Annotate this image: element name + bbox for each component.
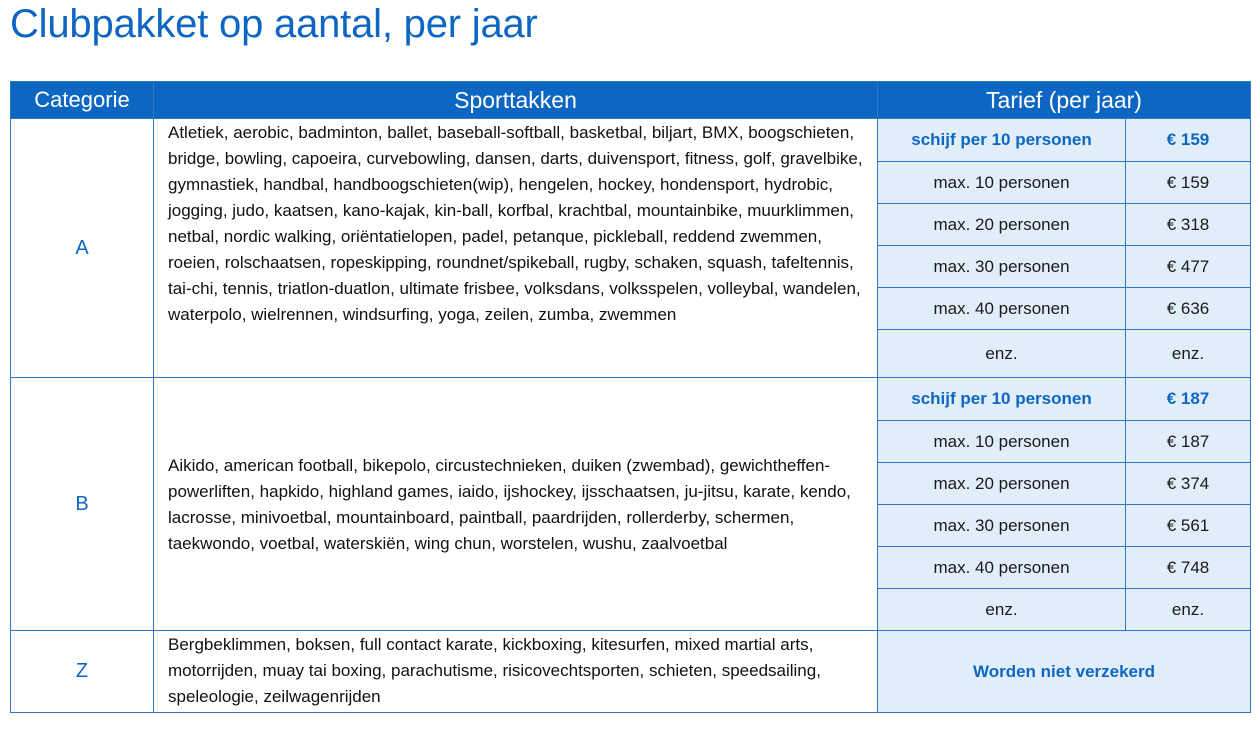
rate-price: € 477	[1126, 246, 1251, 288]
rate-label: enz.	[878, 330, 1126, 378]
rate-label: max. 10 personen	[878, 162, 1126, 204]
rate-label: enz.	[878, 589, 1126, 631]
rate-price: enz.	[1126, 330, 1251, 378]
table-row	[11, 378, 1251, 421]
category-z-note: Worden niet verzekerd	[878, 631, 1251, 713]
rate-label: max. 20 personen	[878, 204, 1126, 246]
rate-price: € 187	[1126, 421, 1251, 463]
header-sporttakken: Sporttakken	[154, 82, 878, 119]
category-z-sports: Bergbeklimmen, boksen, full contact karate, kickboxing, kitesurfen, mixed martial arts, motorrijden, muay tai boxing, parachutisme, risicovechtsporten, schieten, speedsailing, speleologie, zeilwagenrijden	[154, 631, 878, 713]
page-title: Clubpakket op aantal, per jaar	[10, 2, 538, 46]
rate-label: schijf per 10 personen	[878, 378, 1126, 421]
rate-price: € 636	[1126, 288, 1251, 330]
rate-label: max. 30 personen	[878, 246, 1126, 288]
rate-label: max. 20 personen	[878, 463, 1126, 505]
category-b-sports: Aikido, american football, bikepolo, circustechnieken, duiken (zwembad), gewichtheffen-powerliften, hapkido, highland games, iaido, ijshockey, ijsschaatsen, ju-jitsu, karate, kendo, lacrosse, minivoetbal, mountainboard, paintball, paardrijden, rollerderby, schermen, taekwondo, voetbal, waterskiën, wing chun, worstelen, wushu, zaalvoetbal	[154, 378, 878, 631]
header-categorie: Categorie	[11, 82, 154, 119]
category-a-label: A	[11, 119, 154, 378]
table-row	[11, 631, 1251, 713]
table-header-row	[11, 82, 1251, 119]
rate-price: € 374	[1126, 463, 1251, 505]
rate-price: € 159	[1126, 162, 1251, 204]
rate-price: € 187	[1126, 378, 1251, 421]
pricing-table	[10, 81, 1251, 713]
rate-label: schijf per 10 personen	[878, 119, 1126, 162]
rate-label: max. 10 personen	[878, 421, 1126, 463]
category-z-label: Z	[11, 631, 154, 713]
rate-price: € 561	[1126, 505, 1251, 547]
rate-label: max. 40 personen	[878, 288, 1126, 330]
category-a-sports: Atletiek, aerobic, badminton, ballet, baseball-softball, basketbal, biljart, BMX, boogschieten, bridge, bowling, capoeira, curvebowling, dansen, darts, duivensport, fitness, golf, gravelbike, gymnastiek, handbal, handboogschieten(wip), hengelen, hockey, hondensport, hydrobic, jogging, judo, kaatsen, kano-kajak, kin-ball, korfbal, krachtbal, mountainbike, muurklimmen, netbal, nordic walking, oriëntatielopen, padel, petanque, pickleball, reddend zwemmen, roeien, rolschaatsen, ropeskipping, roundnet/spikeball, rugby, schaken, squash, tafeltennis, tai-chi, tennis, triatlon-duatlon, ultimate frisbee, volksdans, volksspelen, volleybal, wandelen, waterpolo, wielrennen, windsurfing, yoga, zeilen, zumba, zwemmen	[154, 119, 878, 378]
category-b-label: B	[11, 378, 154, 631]
rate-price: € 159	[1126, 119, 1251, 162]
rate-price: € 318	[1126, 204, 1251, 246]
rate-label: max. 30 personen	[878, 505, 1126, 547]
rate-price: € 748	[1126, 547, 1251, 589]
rate-price: enz.	[1126, 589, 1251, 631]
rate-label: max. 40 personen	[878, 547, 1126, 589]
table-row	[11, 119, 1251, 162]
header-tarief: Tarief (per jaar)	[878, 82, 1251, 119]
